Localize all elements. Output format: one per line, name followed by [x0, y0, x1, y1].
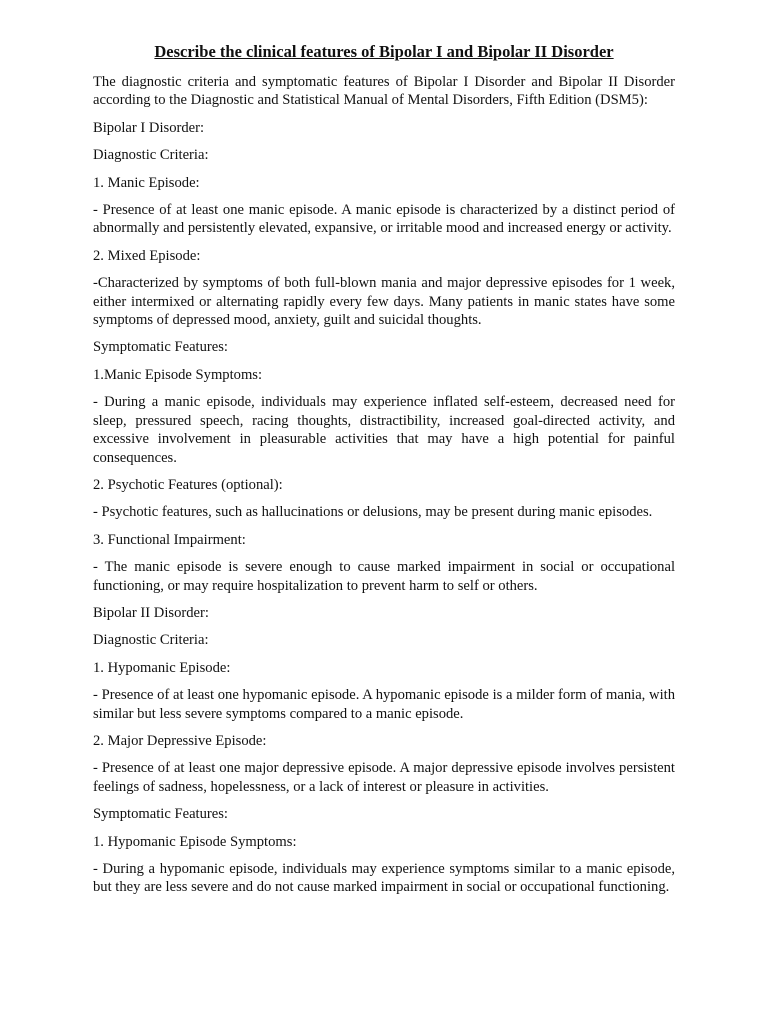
page-title: Describe the clinical features of Bipolar I and Bipolar II Disorder	[154, 42, 614, 61]
list-item-text: - Presence of at least one major depressive episode. A major depressive episode involves persistent feelings of sadness, hopelessness, or a lack of interest or pleasure in activities.	[93, 760, 675, 795]
list-item-heading: 1. Hypomanic Episode Symptoms:	[93, 833, 297, 850]
list-item-heading: 1.Manic Episode Symptoms:	[93, 366, 263, 383]
list-item-text: - During a hypomanic episode, individuals may experience symptoms similar to a manic episode, but they are less severe and do not cause marked impairment in social or occupational functioning.	[93, 861, 675, 896]
list-item-text: - Presence of at least one hypomanic episode. A hypomanic episode is a milder form of mania, with similar but less severe symptoms compared to a manic episode.	[93, 687, 675, 722]
list-item-text: -Characterized by symptoms of both full-blown mania and major depressive episodes for 1 week, either intermixed or alternating rapidly every few days. Many patients in manic states have some symptoms of depressed mood, anxiety, guilt and suicidal thoughts.	[93, 275, 675, 329]
intro-paragraph: The diagnostic criteria and symptomatic features of Bipolar I Disorder and Bipolar II Disorder according to the Diagnostic and Statistical Manual of Mental Disorders, Fifth Edition (DSM5):	[93, 74, 675, 109]
list-item-text: - Psychotic features, such as hallucinations or delusions, may be present during manic episodes.	[93, 504, 653, 521]
list-item-heading: 2. Psychotic Features (optional):	[93, 476, 283, 493]
list-item-heading: 3. Functional Impairment:	[93, 531, 246, 548]
section-heading-bipolar-1: Bipolar I Disorder:	[93, 119, 205, 136]
list-item-heading: 1. Manic Episode:	[93, 174, 200, 191]
list-item-text: - The manic episode is severe enough to cause marked impairment in social or occupational functioning, or may require hospitalization to prevent harm to self or others.	[93, 559, 675, 594]
section-heading-bipolar-2: Bipolar II Disorder:	[93, 604, 209, 621]
list-item-heading: 2. Mixed Episode:	[93, 247, 201, 264]
list-item-heading: 1. Hypomanic Episode:	[93, 659, 231, 676]
list-item-heading: 2. Major Depressive Episode:	[93, 732, 267, 749]
subheading-symptomatic-features: Symptomatic Features:	[93, 806, 228, 823]
subheading-diagnostic-criteria: Diagnostic Criteria:	[93, 632, 209, 649]
subheading-symptomatic-features: Symptomatic Features:	[93, 339, 228, 356]
list-item-text: - Presence of at least one manic episode. A manic episode is characterized by a distinct period of abnormally and persistently elevated, expansive, or irritable mood and increased energy or activity.	[93, 202, 675, 237]
subheading-diagnostic-criteria: Diagnostic Criteria:	[93, 147, 209, 164]
document-body	[93, 73, 675, 906]
list-item-text: - During a manic episode, individuals may experience inflated self-esteem, decreased need for sleep, pressured speech, racing thoughts, distractibility, increased goal-directed activity, and excessive involvement in pleasurable activities that may have a high potential for painful consequences.	[93, 394, 675, 466]
